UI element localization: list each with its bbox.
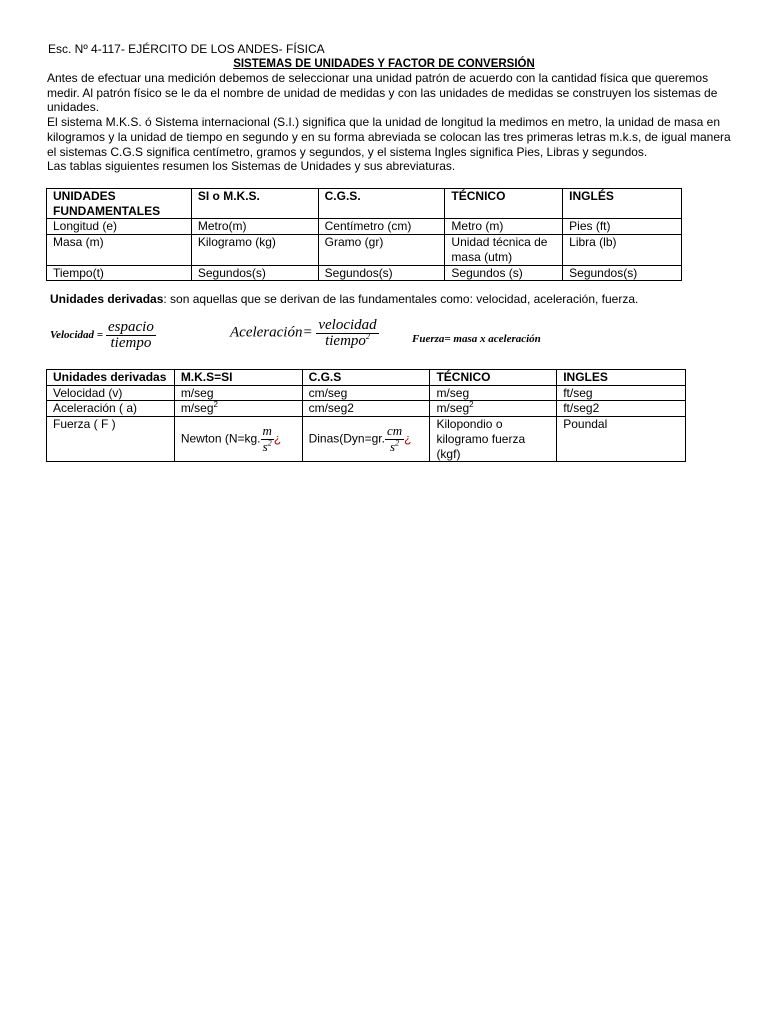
table-header: Unidades derivadas [47, 370, 175, 386]
intro-paragraph: Antes de efectuar una medición debemos de seleccionar una unidad patrón de acuerdo con la cantidad física que queremos medir. Al patrón físico se le da el nombre de unidad de medidas y con las unidades de medidas se construyen los sistemas de unidades. [47, 71, 718, 115]
table-header: SI o M.K.S. [191, 189, 318, 219]
table-cell: Longitud (e) [47, 219, 192, 235]
table-cell: Metro(m) [191, 219, 318, 235]
newton-denominator [261, 440, 274, 455]
dina-fraction [385, 424, 404, 454]
table-cell: Pies (ft) [563, 219, 682, 235]
table-cell: Centímetro (cm) [318, 219, 445, 235]
table-cell: ft/seg [557, 385, 686, 401]
table-cell: Masa (m) [47, 235, 192, 265]
accel-mks-text: m/seg [180, 401, 214, 416]
table-cell: Unidad técnica de masa (utm) [445, 235, 563, 265]
table-row [47, 417, 686, 462]
document-title: SISTEMAS DE UNIDADES Y FACTOR DE CONVERSIÓN [233, 58, 535, 70]
table-cell: Fuerza ( F ) [47, 417, 175, 462]
table-cell: Segundos(s) [191, 265, 318, 281]
fundamental-units-table [46, 188, 682, 281]
table-header-row [47, 370, 686, 386]
acceleration-denominator-text: tiempo [325, 332, 366, 349]
table-cell: Metro (m) [445, 219, 563, 235]
acceleration-formula [230, 318, 379, 348]
derived-units-table [46, 369, 686, 462]
velocity-numerator: espacio [108, 319, 154, 335]
table-cell: ft/seg2 [557, 401, 686, 417]
table-cell: Segundos (s) [445, 265, 563, 281]
table-cell: Segundos(s) [318, 265, 445, 281]
derived-units-text: : son aquellas que se derivan de las fundamentales como: velocidad, aceleración, fuerza. [163, 292, 639, 306]
newton-fraction [261, 424, 274, 454]
table-header: C.G.S. [318, 189, 445, 219]
table-row [47, 265, 682, 281]
table-cell: Poundal [557, 417, 686, 462]
table-header: TÉCNICO [445, 189, 563, 219]
table-cell [174, 401, 302, 417]
table-header-row [47, 189, 682, 219]
table-cell: m/seg [174, 385, 302, 401]
table-cell: Tiempo(t) [47, 265, 192, 281]
table-header: INGLES [557, 370, 686, 386]
dina-prefix: Dinas(Dyn=gr. [308, 431, 385, 446]
table-cell: Gramo (gr) [318, 235, 445, 265]
newton-mark: ¿ [273, 431, 282, 446]
table-header: C.G.S [302, 370, 430, 386]
table-cell: Velocidad (v) [47, 385, 175, 401]
table-cell [174, 417, 302, 462]
accel-tecnico-exponent: 2 [469, 400, 474, 410]
table-header: INGLÉS [563, 189, 682, 219]
table-cell: Libra (lb) [563, 235, 682, 265]
velocity-formula [50, 320, 156, 350]
school-header: Esc. Nº 4-117- EJÉRCITO DE LOS ANDES- FÍSICA [48, 42, 325, 56]
acceleration-denominator [316, 331, 378, 349]
intro-text [47, 71, 737, 174]
table-row [47, 219, 682, 235]
newton-denominator-text: s [262, 438, 268, 454]
intro-paragraph: Las tablas siguientes resumen los Sistemas de Unidades y sus abreviaturas. [47, 159, 456, 174]
derived-units-label: Unidades derivadas [50, 292, 164, 306]
table-row [47, 385, 686, 401]
table-cell: m/seg [430, 385, 557, 401]
newton-exponent: 2 [267, 438, 272, 448]
table-cell [430, 401, 557, 417]
acceleration-numerator: velocidad [318, 317, 377, 333]
table-cell: cm/seg2 [302, 401, 430, 417]
table-cell [302, 417, 430, 462]
velocity-fraction [106, 320, 156, 350]
dina-exponent: 2 [395, 438, 400, 448]
acceleration-exponent: 2 [365, 331, 370, 341]
velocity-denominator: tiempo [110, 334, 152, 351]
force-formula: Fuerza= masa x aceleración [412, 333, 541, 345]
dina-mark: ¿ [404, 431, 412, 446]
dina-numerator: cm [386, 422, 403, 438]
table-cell: cm/seg [302, 385, 430, 401]
dina-denominator-text: s [390, 438, 396, 454]
table-row [47, 401, 686, 417]
table-cell: Kilogramo (kg) [191, 235, 318, 265]
dina-denominator [385, 440, 404, 455]
newton-numerator: m [262, 422, 272, 438]
accel-tecnico-text: m/seg [436, 401, 470, 416]
velocity-label: Velocidad = [50, 328, 104, 341]
table-cell: Aceleración ( a) [47, 401, 175, 417]
accel-mks-exponent: 2 [213, 400, 218, 410]
table-cell: Kilopondio o kilogramo fuerza (kgf) [430, 417, 557, 462]
table-row [47, 235, 682, 265]
table-header: TÉCNICO [430, 370, 557, 386]
acceleration-fraction [316, 318, 378, 348]
derived-units-paragraph [50, 292, 638, 307]
intro-paragraph: El sistema M.K.S. ó Sistema internacional (S.I.) significa que la unidad de longitud la medimos en metro, la unidad de masa en kilogramos y la unidad de tiempo en segundo y en su forma abreviada se colocan las tres primeras letras m.k.s, de igual manera el sistemas C.G.S significa centímetro, gramos y segundos, y el sistema Ingles significa Pies, Libras y segundos. [47, 115, 731, 159]
table-cell: Segundos(s) [563, 265, 682, 281]
acceleration-label: Aceleración= [230, 324, 313, 341]
newton-prefix: Newton (N=kg. [180, 431, 261, 446]
table-header: M.K.S=SI [174, 370, 302, 386]
table-header: UNIDADES FUNDAMENTALES [47, 189, 192, 219]
